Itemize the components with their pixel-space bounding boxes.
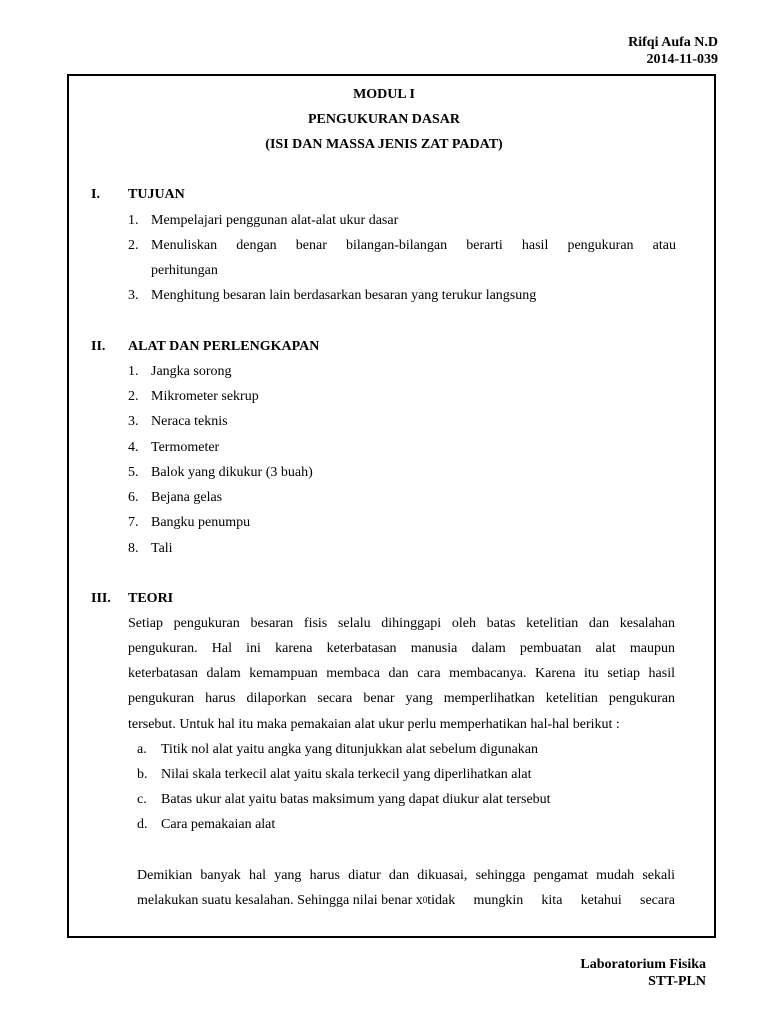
list-item-letter: d. [137, 817, 148, 832]
list-item-number: 3. [128, 288, 139, 303]
subscript-zero: 0 [422, 895, 428, 905]
author-header [628, 34, 718, 68]
list-item-number: 1. [128, 364, 139, 379]
paragraph-line: keterbatasan dalam kemampuan membaca dan cara membacanya. Karena itu setiap hasil [128, 666, 675, 681]
closing-line: Demikian banyak hal yang harus diatur dan dikuasai, sehingga pengamat mudah sekali [137, 868, 675, 883]
list-item-number: 3. [128, 414, 139, 429]
list-item-text: Menuliskan dengan benar bilangan-bilangan berarti hasil pengukuran atau [151, 238, 676, 253]
paragraph-line: tersebut. Untuk hal itu maka pemakaian alat ukur perlu memperhatikan hal-hal berikut : [128, 717, 620, 732]
list-item-text: Cara pemakaian alat [161, 817, 276, 832]
list-item-text: Balok yang dikukur (3 buah) [151, 465, 313, 480]
list-item-text: Mempelajari penggunan alat-alat ukur dasar [151, 213, 399, 228]
page-frame [67, 74, 716, 938]
section-heading-tujuan: TUJUAN [128, 187, 185, 202]
module-title: MODUL I [353, 87, 415, 102]
section-number: II. [91, 339, 106, 354]
section-heading-alat: ALAT DAN PERLENGKAPAN [128, 339, 320, 354]
list-item-text: Jangka sorong [151, 364, 232, 379]
list-item-text: Bangku penumpu [151, 515, 251, 530]
list-item-number: 8. [128, 541, 139, 556]
list-item-number: 4. [128, 440, 139, 455]
list-item-text: Batas ukur alat yaitu batas maksimum yang dapat diukur alat tersebut [161, 792, 551, 807]
list-item-letter: c. [137, 792, 147, 807]
section-heading-teori: TEORI [128, 591, 174, 606]
paragraph-line: Setiap pengukuran besaran fisis selalu dihinggapi oleh batas ketelitian dan kesalahan [128, 616, 675, 631]
list-item-text: Neraca teknis [151, 414, 228, 429]
list-item-text: Bejana gelas [151, 490, 223, 505]
institution: STT-PLN [648, 974, 706, 989]
list-item-text: Nilai skala terkecil alat yaitu skala terkecil yang diperlihatkan alat [161, 767, 532, 782]
list-item-text-continued: perhitungan [151, 263, 218, 278]
author-name: Rifqi Aufa N.D [628, 35, 718, 50]
list-item-text: Titik nol alat yaitu angka yang ditunjukkan alat sebelum digunakan [161, 742, 539, 757]
section-number: III. [91, 591, 111, 606]
footer [580, 956, 706, 990]
list-item-number: 2. [128, 389, 139, 404]
list-item-letter: b. [137, 767, 148, 782]
list-item-number: 7. [128, 515, 139, 530]
list-item-letter: a. [137, 742, 147, 757]
closing-text-part: melakukan suatu kesalahan. Sehingga nilai benar x [137, 893, 423, 908]
list-item-number: 6. [128, 490, 139, 505]
list-item-text: Mikrometer sekrup [151, 389, 259, 404]
list-item-text: Termometer [151, 440, 220, 455]
paragraph-line: pengukuran. Hal ini karena keterbatasan manusia dalam pembuatan alat maupun [128, 641, 675, 656]
closing-text-part: tidak mungkin kita ketahui secara [427, 893, 675, 908]
paragraph-line: pengukuran harus dilaporkan secara benar yang memperlihatkan ketelitian pengukuran [128, 691, 675, 706]
list-item-number: 1. [128, 213, 139, 228]
closing-line [137, 892, 675, 909]
list-item-number: 2. [128, 238, 139, 253]
lab-name: Laboratorium Fisika [580, 957, 706, 972]
section-number: I. [91, 187, 100, 202]
list-item-text: Tali [151, 541, 173, 556]
student-id: 2014-11-039 [646, 52, 718, 67]
module-subtitle: PENGUKURAN DASAR [307, 112, 461, 127]
module-subtitle-detail: (ISI DAN MASSA JENIS ZAT PADAT) [265, 137, 503, 152]
list-item-number: 5. [128, 465, 139, 480]
list-item-text: Menghitung besaran lain berdasarkan besaran yang terukur langsung [151, 288, 537, 303]
